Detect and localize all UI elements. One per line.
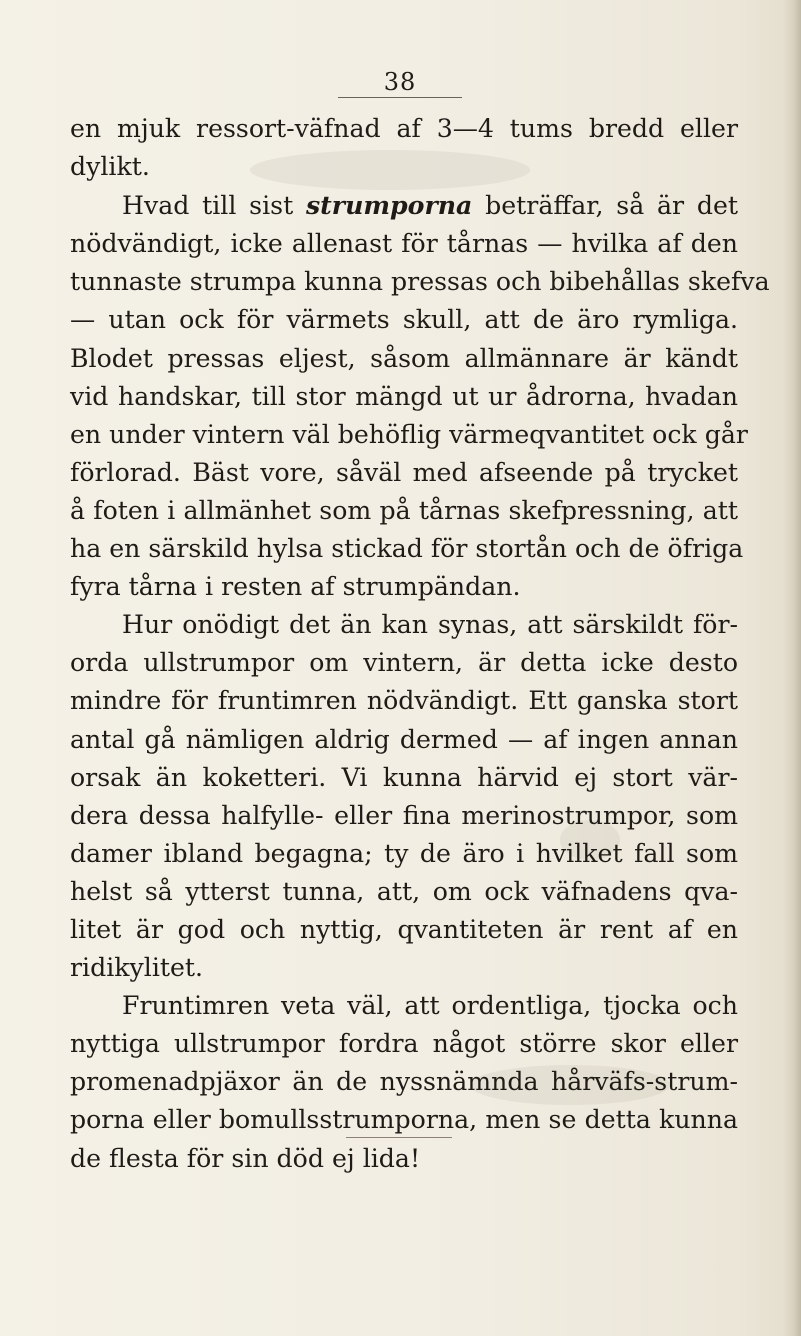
text-line: dera dessa halfylle- eller fina merinostrumpor, som (70, 800, 738, 830)
paragraph-p2 (70, 186, 770, 606)
text-line: litet är god och nyttig, qvantiteten är rent af en (70, 914, 738, 944)
text-line: Fruntimren veta väl, att ordentliga, tjocka och (122, 991, 738, 1021)
text-line: nödvändigt, icke allenast för tårnas — hvilka af den (70, 229, 738, 259)
text-line: en under vintern väl behöflig värmeqvantitet ock går (70, 419, 748, 449)
paragraph-p4 (70, 987, 738, 1177)
text-line: Hur onödigt det än kan synas, att särskildt för- (122, 610, 738, 640)
text-line: porna eller bomullsstrumporna, men se detta kunna (70, 1105, 738, 1135)
text-line: damer ibland begagna; ty de äro i hvilket fall som (70, 838, 738, 868)
text-line: dylikt. (70, 152, 150, 182)
emphasized-word: strumporna (305, 190, 473, 221)
text-line: förlorad. Bäst vore, såväl med afseende på trycket (70, 457, 738, 487)
text-line: ridikylitet. (70, 953, 204, 983)
text-line (70, 186, 738, 225)
text-run: beträffar, så är det (472, 191, 739, 221)
text-line: tunnaste strumpa kunna pressas och bibehållas skefva (70, 267, 770, 297)
text-line: ha en särskild hylsa stickad för stortån och de öfriga (70, 534, 744, 564)
body-text (70, 110, 770, 1178)
text-line: helst så ytterst tunna, att, om ock väfnadens qva- (70, 876, 738, 906)
text-line: Blodet pressas eljest, såsom allmännare är kändt (70, 343, 738, 373)
text-line: nyttiga ullstrumpor fordra något större skor eller (70, 1029, 738, 1059)
text-line: vid handskar, till stor mängd ut ur ådrorna, hvadan (70, 381, 738, 411)
text-run: Hvad till sist (122, 191, 306, 221)
text-line: — utan ock för värmets skull, att de äro rymliga. (70, 305, 738, 335)
text-line: antal gå nämligen aldrig dermed — af ingen annan (70, 724, 738, 754)
text-line: å foten i allmänhet som på tårnas skefpressning, att (70, 495, 738, 525)
text-line: promenadpjäxor än de nyssnämnda hårväfs-strum- (70, 1067, 738, 1097)
page-edge-shadow (783, 0, 801, 1336)
text-line: en mjuk ressort-väfnad af 3—4 tums bredd eller (70, 114, 738, 143)
paragraph-p1 (70, 110, 738, 186)
text-line: de flesta för sin död ej lida! (70, 1143, 421, 1173)
paragraph-p3 (70, 606, 738, 987)
text-line: fyra tårna i resten af strumpändan. (70, 572, 521, 602)
text-line: orsak än koketteri. Vi kunna härvid ej stort vär- (70, 762, 738, 792)
text-line: mindre för fruntimren nödvändigt. Ett ganska stort (70, 686, 738, 716)
page-number: 38 (383, 68, 417, 96)
page-number-underline (338, 97, 462, 98)
section-end-rule (346, 1137, 452, 1138)
text-line: orda ullstrumpor om vintern, är detta icke desto (70, 648, 738, 678)
